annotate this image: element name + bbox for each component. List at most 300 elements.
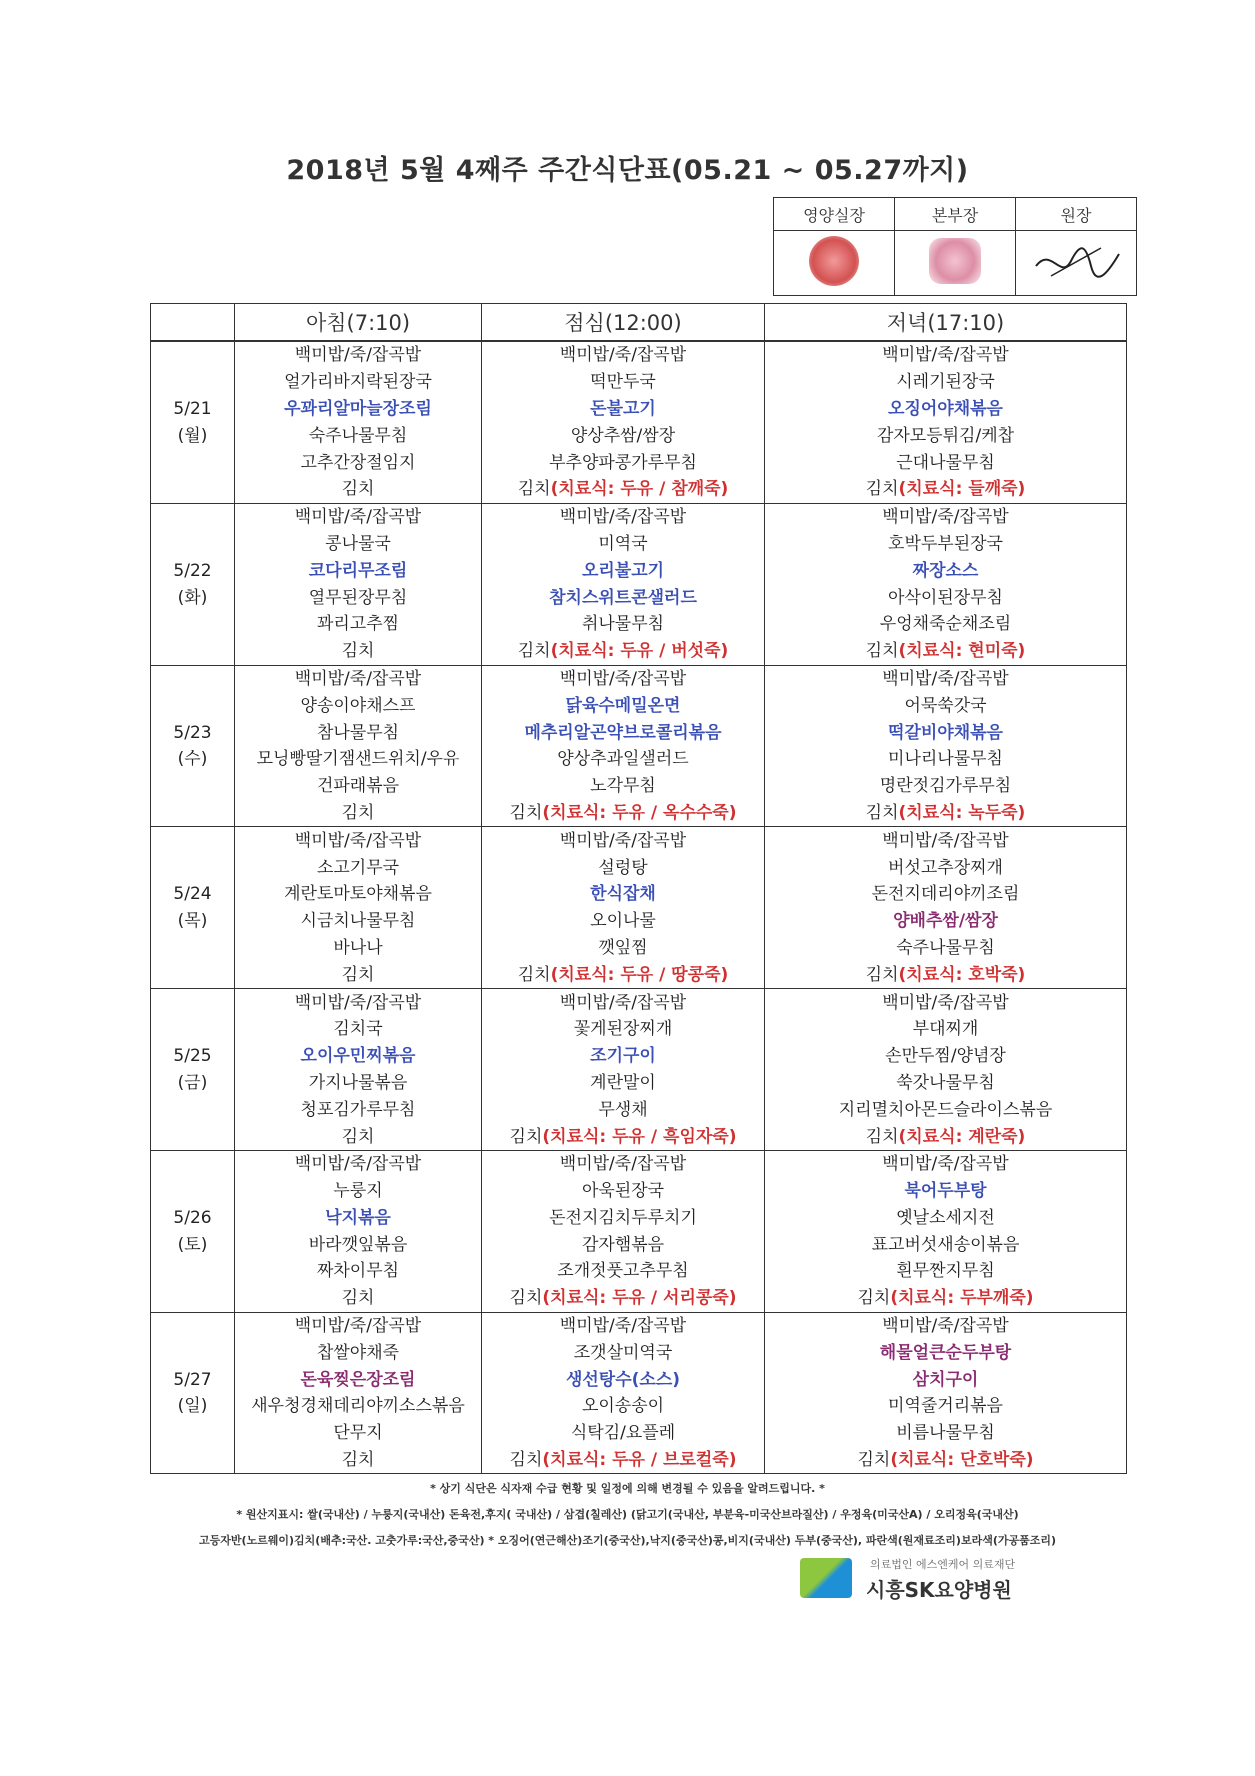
dish-name: 떡갈비야채볶음 <box>888 722 1003 743</box>
dish-name: 백미밥/죽/잡곡밥 <box>882 1316 1009 1337</box>
menu-row <box>151 449 1127 476</box>
lunch-item <box>482 1339 765 1366</box>
logo-subtitle: 의료법인 에스엔케어 의료재단 <box>870 1558 1016 1571</box>
lunch-item <box>482 773 765 800</box>
day-cell <box>151 827 235 854</box>
dish-name: 찹쌀야채죽 <box>316 1342 400 1363</box>
dish-name: 열무된장무침 <box>308 587 408 608</box>
dish-name: 백미밥/죽/잡곡밥 <box>294 668 422 689</box>
breakfast-item <box>235 692 482 719</box>
dinner-item <box>765 1123 1127 1150</box>
lunch-item <box>482 341 765 369</box>
lunch-item <box>482 1178 765 1205</box>
dish-name: 김치 <box>517 641 551 662</box>
dish-name: 노각무침 <box>590 776 656 797</box>
dish-name: 한식잡채 <box>590 884 656 905</box>
dish-name: 계란말이 <box>590 1072 656 1093</box>
dinner-item <box>765 1420 1127 1447</box>
day-weekday: (토) <box>151 1231 235 1258</box>
dinner-item <box>765 1447 1127 1474</box>
menu-row <box>151 341 1127 369</box>
dinner-item <box>765 531 1127 558</box>
day-cell <box>151 369 235 396</box>
day-cell <box>151 773 235 800</box>
breakfast-item <box>235 584 482 611</box>
therapeutic-diet-note: (치료식: 두유 / 흑임자죽) <box>542 1126 737 1147</box>
breakfast-item <box>235 638 482 665</box>
menu-row <box>151 1312 1127 1339</box>
menu-row <box>151 665 1127 692</box>
day-cell <box>151 1420 235 1447</box>
menu-row <box>151 557 1127 584</box>
breakfast-item <box>235 449 482 476</box>
breakfast-item <box>235 1231 482 1258</box>
lunch-item <box>482 1420 765 1447</box>
dish-name: 백미밥/죽/잡곡밥 <box>559 992 687 1013</box>
day-cell <box>151 1312 235 1339</box>
menu-row <box>151 1205 1127 1232</box>
day-cell <box>151 449 235 476</box>
page-title: 2018년 5월 4째주 주간식단표(05.21 ~ 05.27까지) <box>286 155 969 186</box>
dish-name: 깻잎찜 <box>598 937 648 958</box>
logo-name: 시흥SK요양병원 <box>866 1578 1012 1602</box>
menu-row <box>151 719 1127 746</box>
breakfast-item <box>235 503 482 530</box>
menu-row <box>151 773 1127 800</box>
dish-name: 우엉채죽순채조림 <box>879 614 1012 635</box>
dinner-item <box>765 1205 1127 1232</box>
dish-name: 어묵쑥갓국 <box>904 695 987 716</box>
menu-row <box>151 611 1127 638</box>
menu-row <box>151 961 1127 988</box>
lunch-item <box>482 854 765 881</box>
menu-row <box>151 422 1127 449</box>
dish-name: 김치 <box>857 1288 891 1309</box>
day-cell <box>151 989 235 1016</box>
dish-name: 김치 <box>509 1450 543 1471</box>
dish-name: 백미밥/죽/잡곡밥 <box>882 507 1009 528</box>
notice-line: * 상기 식단은 식자재 수급 현황 및 일정에 의해 변경될 수 있음을 알려드립니다. * <box>430 1482 825 1495</box>
dish-name: 돈전지데리야끼조림 <box>871 884 1020 905</box>
day-date: 5/24 <box>151 881 235 908</box>
breakfast-item <box>235 1043 482 1070</box>
therapeutic-diet-note: (치료식: 두유 / 브로컬죽) <box>542 1450 737 1471</box>
lunch-item <box>482 1043 765 1070</box>
breakfast-item <box>235 746 482 773</box>
dish-name: 떡만두국 <box>590 372 656 393</box>
dinner-item <box>765 665 1127 692</box>
dish-name: 바라깻잎볶음 <box>308 1234 408 1255</box>
dish-name: 취나물무침 <box>581 614 665 635</box>
breakfast-item <box>235 1150 482 1177</box>
dish-name: 김치 <box>509 1126 543 1147</box>
breakfast-item <box>235 989 482 1016</box>
day-date: 5/27 <box>151 1366 235 1393</box>
dish-name: 백미밥/죽/잡곡밥 <box>294 830 422 851</box>
dish-name: 김치 <box>341 1288 375 1309</box>
therapeutic-diet-note: (치료식: 두유 / 버섯죽) <box>550 641 729 662</box>
dish-name: 김치 <box>509 1288 543 1309</box>
breakfast-item <box>235 854 482 881</box>
breakfast-item <box>235 1205 482 1232</box>
dinner-item <box>765 1043 1127 1070</box>
lunch-item <box>482 1231 765 1258</box>
header-lunch: 점심(12:00) <box>482 304 765 342</box>
dish-name: 우꽈리알마늘장조림 <box>284 398 432 419</box>
dinner-item <box>765 1150 1127 1177</box>
breakfast-item <box>235 800 482 827</box>
day-weekday: (일) <box>151 1393 235 1420</box>
dish-name: 김치 <box>341 802 375 823</box>
dish-name: 김치 <box>865 964 899 985</box>
lunch-item <box>482 1070 765 1097</box>
menu-row <box>151 396 1127 423</box>
menu-row <box>151 1178 1127 1205</box>
menu-row <box>151 369 1127 396</box>
dinner-item <box>765 827 1127 854</box>
corner-cell <box>151 304 235 342</box>
dish-name: 설렁탕 <box>598 857 648 878</box>
dish-name: 지리멸치아몬드슬라이스볶음 <box>838 1099 1053 1120</box>
dinner-item <box>765 1178 1127 1205</box>
dish-name: 낙지볶음 <box>325 1207 391 1228</box>
dish-name: 오이송송이 <box>581 1396 665 1417</box>
breakfast-item <box>235 1447 482 1474</box>
day-cell <box>151 611 235 638</box>
dish-name: 김치 <box>865 641 899 662</box>
lunch-item <box>482 746 765 773</box>
dinner-item <box>765 989 1127 1016</box>
therapeutic-diet-note: (치료식: 들깨죽) <box>898 479 1026 500</box>
menu-row <box>151 1339 1127 1366</box>
breakfast-item <box>235 1312 482 1339</box>
breakfast-item <box>235 1366 482 1393</box>
dinner-item <box>765 503 1127 530</box>
menu-row <box>151 638 1127 665</box>
dish-name: 아삭이된장무침 <box>888 587 1003 608</box>
day-weekday: (화) <box>151 584 235 611</box>
day-cell <box>151 692 235 719</box>
menu-row <box>151 800 1127 827</box>
dish-name: 근대나물무침 <box>896 452 995 473</box>
dish-name: 백미밥/죽/잡곡밥 <box>882 345 1009 366</box>
menu-row <box>151 1366 1127 1393</box>
dish-name: 백미밥/죽/잡곡밥 <box>294 345 422 366</box>
dinner-item <box>765 1366 1127 1393</box>
dish-name: 계란토마토야채볶음 <box>284 884 432 905</box>
day-cell <box>151 1258 235 1285</box>
dish-name: 김치 <box>857 1450 891 1471</box>
menu-row <box>151 476 1127 503</box>
dish-name: 숙주나물무침 <box>896 937 995 958</box>
dinner-item <box>765 881 1127 908</box>
lunch-item <box>482 881 765 908</box>
lunch-item <box>482 422 765 449</box>
header-breakfast: 아침(7:10) <box>235 304 482 342</box>
pink-seal-stamp <box>929 238 981 284</box>
dish-name: 부대찌개 <box>912 1019 979 1040</box>
day-weekday: (월) <box>151 422 235 449</box>
dish-name: 조갯살미역국 <box>573 1342 673 1363</box>
dish-name: 메추리알곤약브로콜리볶음 <box>524 722 722 743</box>
dish-name: 얼가리바지락된장국 <box>284 372 432 393</box>
weekly-menu-table <box>150 303 1127 1474</box>
dish-name: 무생채 <box>598 1099 648 1120</box>
dish-name: 비름나물무침 <box>896 1423 995 1444</box>
dish-name: 양송이야채스프 <box>300 695 416 716</box>
breakfast-item <box>235 1096 482 1123</box>
breakfast-item <box>235 396 482 423</box>
lunch-item <box>482 1150 765 1177</box>
dish-name: 해물얼큰순두부탕 <box>879 1342 1012 1363</box>
day-weekday: (목) <box>151 908 235 935</box>
breakfast-item <box>235 935 482 962</box>
menu-row <box>151 854 1127 881</box>
lunch-item <box>482 476 765 503</box>
dish-name: 김치 <box>341 1126 375 1147</box>
dish-name: 시레기된장국 <box>896 372 995 393</box>
lunch-item <box>482 935 765 962</box>
lunch-item <box>482 1258 765 1285</box>
dish-name: 백미밥/죽/잡곡밥 <box>559 345 687 366</box>
menu-row <box>151 503 1127 530</box>
day-date: 5/26 <box>151 1205 235 1232</box>
dish-name: 참치스위트콘샐러드 <box>549 587 697 608</box>
day-cell <box>151 1447 235 1474</box>
lunch-item <box>482 800 765 827</box>
day-weekday: (수) <box>151 746 235 773</box>
dinner-item <box>765 1231 1127 1258</box>
breakfast-item <box>235 1339 482 1366</box>
dish-name: 백미밥/죽/잡곡밥 <box>559 668 687 689</box>
day-cell <box>151 854 235 881</box>
day-cell <box>151 800 235 827</box>
breakfast-item <box>235 881 482 908</box>
dish-name: 김치 <box>865 1126 899 1147</box>
dinner-item <box>765 396 1127 423</box>
therapeutic-diet-note: (치료식: 두부깨죽) <box>890 1288 1034 1309</box>
breakfast-item <box>235 1178 482 1205</box>
dish-name: 콩나물국 <box>325 533 391 554</box>
dinner-item <box>765 1016 1127 1043</box>
dinner-item <box>765 449 1127 476</box>
lunch-item <box>482 827 765 854</box>
dish-name: 오리불고기 <box>581 560 665 581</box>
dish-name: 새우청경채데리야끼소스볶음 <box>251 1396 465 1417</box>
dish-name: 호박두부된장국 <box>888 533 1003 554</box>
approval-label: 원장 <box>1016 198 1137 231</box>
dinner-item <box>765 1339 1127 1366</box>
breakfast-item <box>235 961 482 988</box>
dish-name: 버섯고추장찌개 <box>888 857 1003 878</box>
breakfast-item <box>235 1285 482 1312</box>
dish-name: 미역국 <box>598 533 648 554</box>
therapeutic-diet-note: (치료식: 두유 / 옥수수죽) <box>542 802 737 823</box>
dish-name: 감자햄볶음 <box>581 1234 665 1255</box>
breakfast-item <box>235 557 482 584</box>
day-date: 5/22 <box>151 557 235 584</box>
dish-name: 백미밥/죽/잡곡밥 <box>559 1316 687 1337</box>
day-cell <box>151 476 235 503</box>
lunch-item <box>482 1096 765 1123</box>
origin-line: * 원산지표시: 쌀(국내산) / 누룽지(국내산) 돈육전,후지( 국내산) / 삼겹(칠레산) (닭고기(국내산, 부분육-미국산브라질산) / 우정육(미국산A) / 오리정육(국내산) <box>236 1508 1019 1521</box>
dish-name: 돈불고기 <box>590 398 656 419</box>
dinner-item <box>765 1393 1127 1420</box>
lunch-item <box>482 611 765 638</box>
dish-name: 양상추과일샐러드 <box>557 749 689 770</box>
therapeutic-diet-note: (치료식: 두유 / 땅콩죽) <box>550 964 729 985</box>
dish-name: 흰무짠지무침 <box>896 1261 995 1282</box>
day-cell <box>151 1285 235 1312</box>
menu-row <box>151 1016 1127 1043</box>
dinner-item <box>765 369 1127 396</box>
menu-row <box>151 1231 1127 1258</box>
dish-name: 시금치나물무침 <box>300 911 416 932</box>
dish-name: 백미밥/죽/잡곡밥 <box>294 992 422 1013</box>
dish-name: 건파래볶음 <box>316 776 400 797</box>
dish-name: 생선탕수(소스) <box>565 1369 681 1390</box>
dish-name: 오징어야채볶음 <box>888 398 1003 419</box>
dish-name: 양상추쌈/쌈장 <box>570 425 676 446</box>
dish-name: 명란젓김가루무침 <box>879 776 1012 797</box>
menu-row <box>151 1285 1127 1312</box>
dish-name: 김치 <box>341 1450 375 1471</box>
menu-row <box>151 1070 1127 1097</box>
therapeutic-diet-note: (치료식: 두유 / 참깨죽) <box>550 479 729 500</box>
breakfast-item <box>235 908 482 935</box>
day-cell <box>151 1339 235 1366</box>
day-cell <box>151 1150 235 1177</box>
approval-box <box>773 197 1137 296</box>
dish-name: 양배추쌈/쌈장 <box>893 911 998 932</box>
menu-row <box>151 1393 1127 1420</box>
dinner-item <box>765 341 1127 369</box>
lunch-item <box>482 1312 765 1339</box>
dinner-item <box>765 1096 1127 1123</box>
dish-name: 김치 <box>517 964 551 985</box>
dinner-item <box>765 584 1127 611</box>
therapeutic-diet-note: (치료식: 두유 / 서리콩죽) <box>542 1288 737 1309</box>
menu-row <box>151 1420 1127 1447</box>
dish-name: 모닝빵딸기잼샌드위치/우유 <box>256 749 460 770</box>
menu-row <box>151 1123 1127 1150</box>
lunch-item <box>482 584 765 611</box>
dish-name: 돈육찢은장조림 <box>300 1369 416 1390</box>
dinner-item <box>765 800 1127 827</box>
dish-name: 코다리무조림 <box>308 560 408 581</box>
dish-name: 꽈리고추찜 <box>316 614 400 635</box>
dish-name: 닭육수메밀온면 <box>565 695 681 716</box>
breakfast-item <box>235 422 482 449</box>
dish-name: 고추간장절임지 <box>300 452 416 473</box>
lunch-item <box>482 1447 765 1474</box>
dish-name: 가지나물볶음 <box>308 1072 408 1093</box>
menu-row <box>151 827 1127 854</box>
day-date: 5/21 <box>151 396 235 423</box>
lunch-item <box>482 989 765 1016</box>
menu-row <box>151 1043 1127 1070</box>
therapeutic-diet-note: (치료식: 현미죽) <box>898 641 1026 662</box>
lunch-item <box>482 908 765 935</box>
dish-name: 옛날소세지전 <box>896 1207 995 1228</box>
dish-name: 김치 <box>341 479 375 500</box>
menu-row <box>151 531 1127 558</box>
dinner-item <box>765 719 1127 746</box>
dish-name: 소고기무국 <box>316 857 400 878</box>
lunch-item <box>482 1016 765 1043</box>
dish-name: 누룽지 <box>333 1181 383 1202</box>
hospital-logo-icon <box>800 1558 852 1598</box>
dish-name: 백미밥/죽/잡곡밥 <box>882 830 1009 851</box>
menu-row <box>151 881 1127 908</box>
day-cell <box>151 503 235 530</box>
dinner-item <box>765 476 1127 503</box>
approval-label: 영양실장 <box>774 198 895 231</box>
lunch-item <box>482 692 765 719</box>
day-cell <box>151 1123 235 1150</box>
dinner-item <box>765 908 1127 935</box>
dinner-item <box>765 611 1127 638</box>
dinner-item <box>765 557 1127 584</box>
dish-name: 바나나 <box>333 937 383 958</box>
breakfast-item <box>235 773 482 800</box>
breakfast-item <box>235 369 482 396</box>
dish-name: 삼치구이 <box>912 1369 979 1390</box>
dinner-item <box>765 961 1127 988</box>
dinner-item <box>765 773 1127 800</box>
dish-name: 숙주나물무침 <box>308 425 408 446</box>
breakfast-item <box>235 827 482 854</box>
day-date: 5/25 <box>151 1043 235 1070</box>
dish-name: 백미밥/죽/잡곡밥 <box>882 668 1009 689</box>
lunch-item <box>482 369 765 396</box>
lunch-item <box>482 719 765 746</box>
lunch-item <box>482 1285 765 1312</box>
breakfast-item <box>235 1393 482 1420</box>
breakfast-item <box>235 1016 482 1043</box>
menu-row <box>151 989 1127 1016</box>
breakfast-item <box>235 1070 482 1097</box>
day-cell <box>151 961 235 988</box>
breakfast-item <box>235 719 482 746</box>
lunch-item <box>482 1205 765 1232</box>
dinner-item <box>765 1312 1127 1339</box>
lunch-item <box>482 531 765 558</box>
lunch-item <box>482 557 765 584</box>
lunch-item <box>482 1366 765 1393</box>
dinner-item <box>765 1070 1127 1097</box>
dish-name: 오이나물 <box>590 911 656 932</box>
dish-name: 백미밥/죽/잡곡밥 <box>559 830 687 851</box>
therapeutic-diet-note: (치료식: 계란죽) <box>898 1126 1026 1147</box>
day-cell <box>151 638 235 665</box>
day-cell <box>151 935 235 962</box>
therapeutic-diet-note: (치료식: 단호박죽) <box>890 1450 1034 1471</box>
dinner-item <box>765 422 1127 449</box>
dinner-item <box>765 692 1127 719</box>
menu-row <box>151 584 1127 611</box>
menu-row <box>151 1258 1127 1285</box>
dish-name: 백미밥/죽/잡곡밥 <box>559 1154 687 1175</box>
dish-name: 백미밥/죽/잡곡밥 <box>294 1316 422 1337</box>
dish-name: 조개젓풋고추무침 <box>557 1261 689 1282</box>
dish-name: 김치 <box>341 964 375 985</box>
signature <box>1031 236 1121 286</box>
breakfast-item <box>235 1420 482 1447</box>
breakfast-item <box>235 1123 482 1150</box>
header-dinner: 저녁(17:10) <box>765 304 1127 342</box>
breakfast-item <box>235 531 482 558</box>
